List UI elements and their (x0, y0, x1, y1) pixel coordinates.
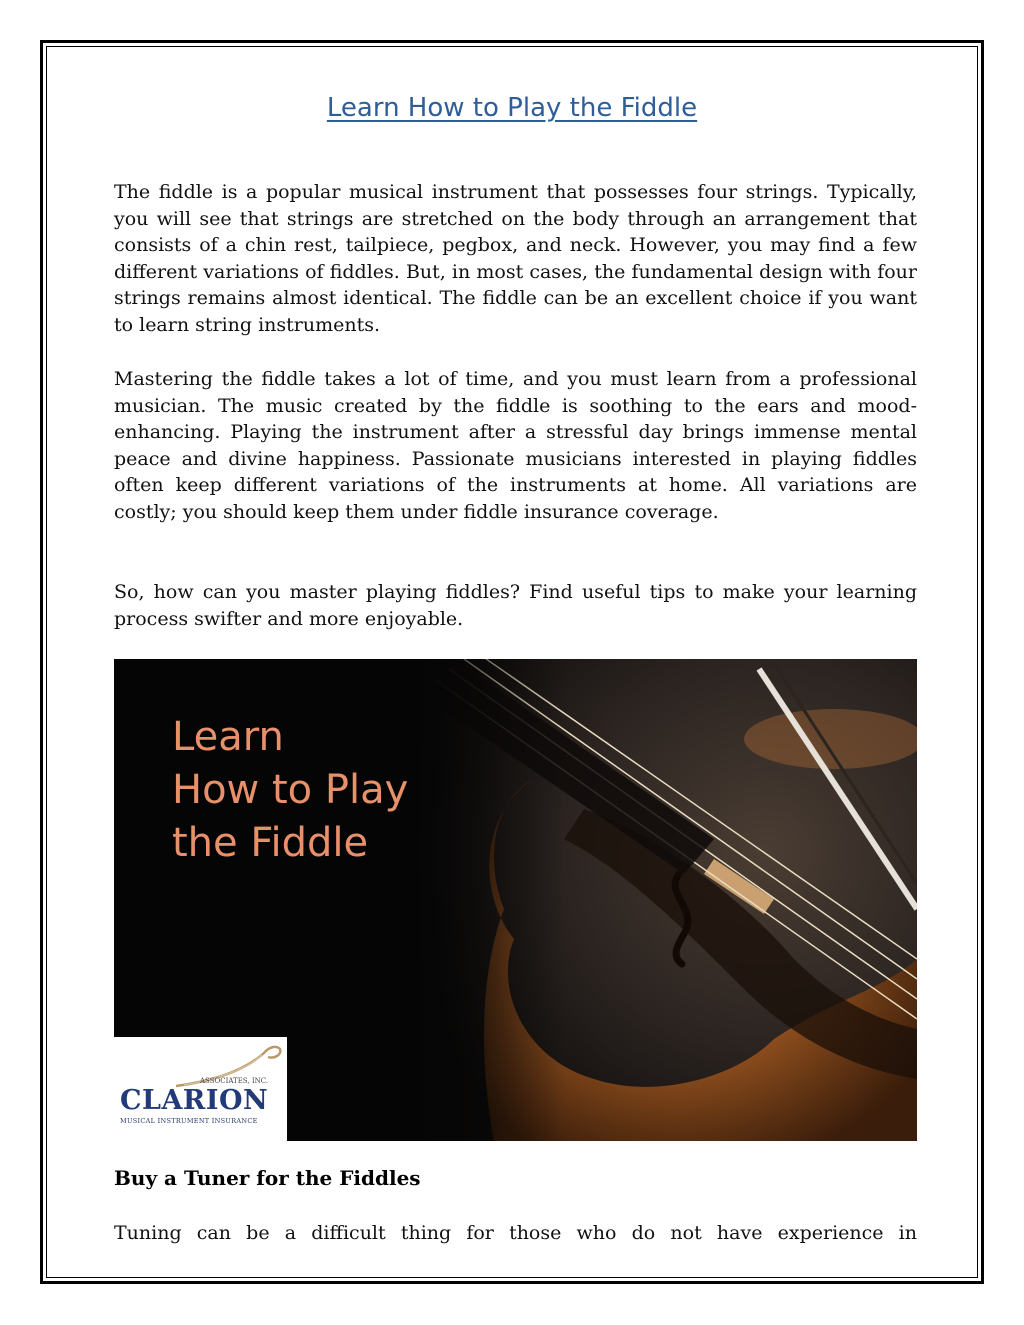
paragraph-mastering: Mastering the fiddle takes a lot of time, and you must learn from a professional musician. The music created by the fiddle is soothing to the ears and mood-enhancing. Playing the instrument after a stressful day brings immense mental peace and divine happiness. Passionate musicians interested in playing fiddles often keep different variations of the instruments at home. All variations are costly; you should keep them under fiddle insurance coverage. (114, 368, 917, 523)
hero-line-3: the Fiddle (172, 820, 369, 866)
page-border-outer (40, 40, 984, 1284)
page-title: Learn How to Play the Fiddle (326, 93, 698, 123)
paragraph-intro: The fiddle is a popular musical instrument that possesses four strings. Typically, you will see that strings are stretched on the body through an arrangement that consists of a chin rest, tailpiece, pegbox, and neck. However, you may find a few different variations of fiddles. But, in most cases, the fundamental design with four strings remains almost identical. The fiddle can be an excellent choice if you want to learn string instruments. (114, 181, 917, 336)
page-border-inner (46, 46, 978, 1278)
logo-associates: ASSOCIATES, INC. (200, 1077, 269, 1085)
logo-name: CLARION (120, 1085, 269, 1116)
paragraph-tips: So, how can you master playing fiddles? Find useful tips to make your learning process swifter and more enjoyable. (114, 581, 917, 630)
hero-line-2: How to Play (172, 767, 409, 813)
logo-tagline: MUSICAL INSTRUMENT INSURANCE (120, 1117, 258, 1125)
paragraph-tuning: Tuning can be a difficult thing for those who do not have experience in (114, 1222, 917, 1244)
hero-line-1: Learn (172, 714, 284, 760)
hero-headline (172, 711, 408, 870)
section-heading: Buy a Tuner for the Fiddles (114, 1166, 421, 1190)
hero-image (114, 659, 917, 1141)
violin-illustration (414, 659, 917, 1141)
clarion-logo (114, 1037, 287, 1141)
